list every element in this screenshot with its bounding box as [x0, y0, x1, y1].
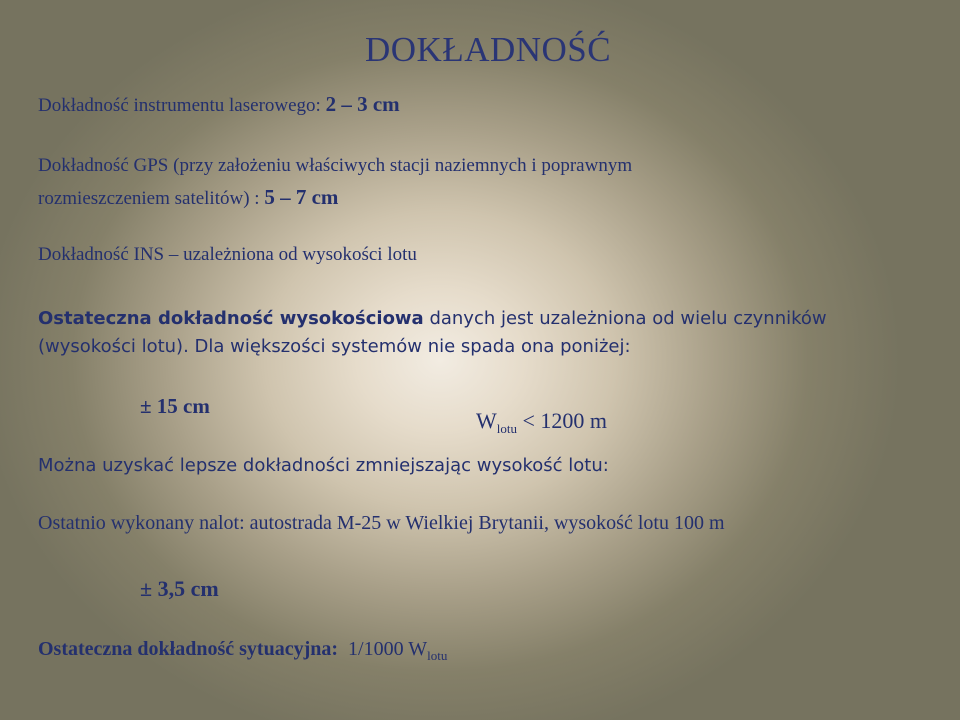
gps-accuracy-line-2: [38, 185, 338, 210]
height-accuracy-line-2: (wysokości lotu). Dla większości systemów nie spada ona poniżej:: [38, 336, 631, 357]
situational-accuracy-line: [38, 638, 447, 664]
situational-accuracy-value: 1/1000 W: [338, 638, 428, 660]
situational-accuracy-heading: Ostateczna dokładność sytuacyjna:: [38, 638, 339, 660]
slide-title: DOKŁADNOŚĆ: [365, 30, 612, 69]
laser-accuracy-label: Dokładność instrumentu laserowego:: [38, 95, 326, 116]
tolerance-3-5cm: [140, 576, 219, 602]
situational-accuracy-sub: lotu: [427, 648, 448, 663]
recent-flight-line: Ostatnio wykonany nalot: autostrada M-25 w Wielkiej Brytanii, wysokość lotu 100 m: [38, 512, 725, 534]
gps-accuracy-text: rozmieszczeniem satelitów) :: [38, 188, 265, 209]
tolerance-15cm: [140, 394, 210, 419]
better-accuracy-line: Można uzyskać lepsze dokładności zmniejszając wysokość lotu:: [38, 455, 609, 476]
flight-height-w: W: [476, 408, 497, 433]
flight-height-limit: < 1200 m: [517, 408, 608, 433]
height-accuracy-heading: Ostateczna dokładność wysokościowa: [38, 308, 424, 329]
laser-accuracy-value: 2 – 3 cm: [325, 92, 400, 116]
gps-accuracy-line-1: Dokładność GPS (przy założeniu właściwych stacji naziemnych i poprawnym: [38, 155, 633, 176]
laser-accuracy-line: [38, 92, 400, 117]
height-accuracy-text: danych jest uzależniona od wielu czynników: [423, 308, 827, 329]
ins-accuracy-line: Dokładność INS – uzależniona od wysokości lotu: [38, 244, 417, 265]
height-accuracy-line-1: [38, 308, 827, 329]
gps-accuracy-value: 5 – 7 cm: [264, 185, 339, 209]
tolerance-15cm-value: ± 15 cm: [140, 394, 210, 418]
tolerance-3-5cm-value: ± 3,5 cm: [140, 576, 219, 601]
flight-height-sub: lotu: [496, 421, 517, 436]
flight-height-condition: [476, 408, 607, 437]
